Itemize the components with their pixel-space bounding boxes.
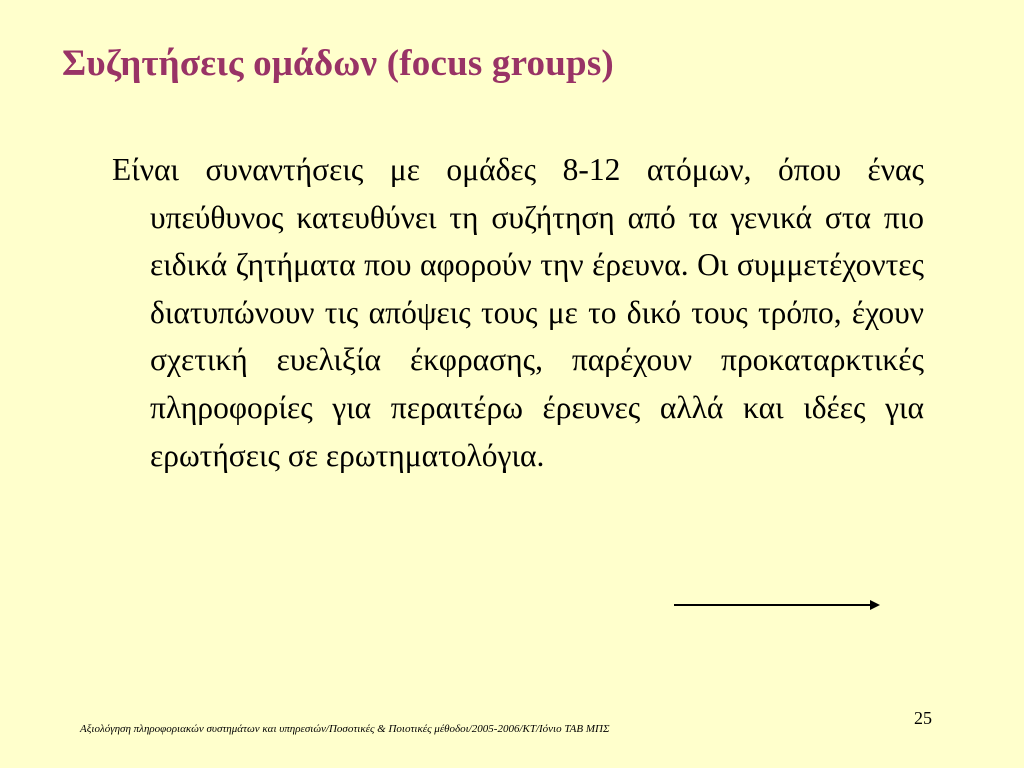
slide-number: 25 <box>914 708 932 728</box>
slide-title: Συζητήσεις ομάδων (focus groups) <box>62 43 614 84</box>
slide-footer: Αξιολόγηση πληροφοριακών συστημάτων και υπηρεσιών/Ποσοτικές & Ποιοτικές μέθοδοι/2005-2006/ΚΤ/Ιόνιο ΤΑΒ ΜΠΣ <box>80 723 610 735</box>
right-arrow-icon[interactable] <box>672 596 884 614</box>
slide-body-text: Είναι συναντήσεις με ομάδες 8-12 ατόμων, όπου ένας υπεύθυνος κατευθύνει τη συζήτηση από τα γενικά στα πιο ειδικά ζητήματα που αφορούν την έρευνα. Οι συμμετέχοντες διατυπώνουν τις απόψεις τους με το δικό τους τρόπο, έχουν σχετική ευελιξία έκφρασης, παρέχουν προκαταρκτικές πληροφορίες για περαιτέρω έρευνες αλλά και ιδέες για ερωτήσεις σε ερωτηματολόγια. <box>112 152 924 473</box>
